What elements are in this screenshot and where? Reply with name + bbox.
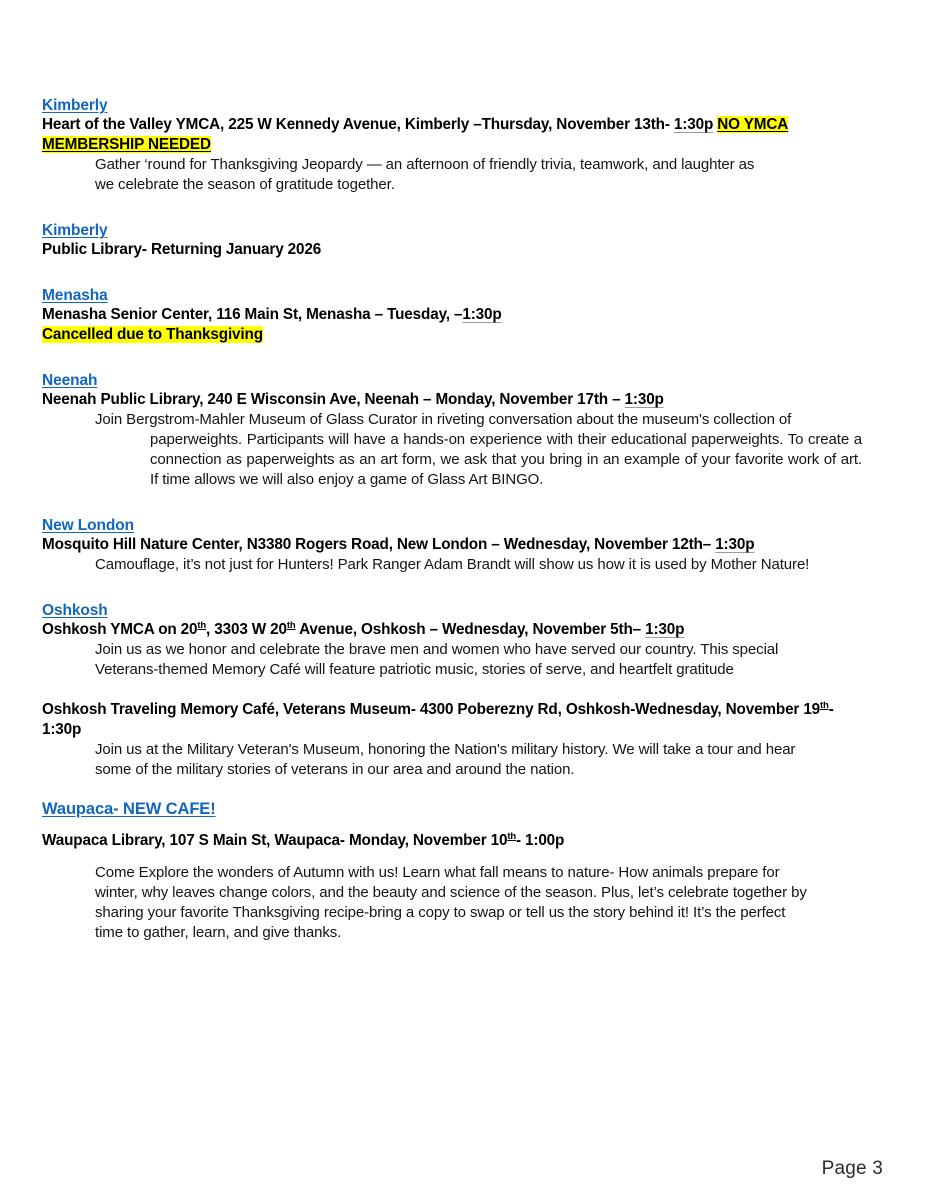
spacer [42,490,862,516]
body-new-london-line1: Camouflage, it’s not just for Hunters! Park Ranger Adam Brandt will show us how it is used by Mother Nature! [95,556,810,573]
venue-text: Mosquito Hill Nature Center, N3380 Rogers Road, New London – Wednesday, November 12th– [42,536,716,553]
venue-line-oshkosh-traveling [42,700,862,740]
city-heading-kimberly-2[interactable]: Kimberly [42,222,108,239]
page-number: Page 3 [821,1158,883,1179]
city-heading-kimberly-1[interactable]: Kimberly [42,97,108,114]
city-heading-row [42,601,862,620]
venue-line-kimberly-library: Public Library- Returning January 2026 [42,241,322,258]
section-kimberly-library [42,221,862,260]
venue-text: Heart of the Valley YMCA, 225 W Kennedy Avenue, Kimberly –Thursday, November 13th- [42,116,674,133]
spacer [42,819,862,831]
section-new-london [42,516,862,575]
body-oshkosh-traveling-line1: Join us at the Military Veteran's Museum, honoring the Nation's military history. We will take a tour and hear [95,741,796,758]
city-heading-row [42,371,862,390]
venue-line-new-london [42,535,862,555]
ordinal-suffix-th: th [286,619,296,631]
city-heading-row [42,800,862,819]
venue-highlight-no-ymca: NO YMCA [717,116,789,133]
venue-highlight-membership-needed: MEMBERSHIP NEEDED [42,136,211,153]
menasha-cancel-note: Cancelled due to Thanksgiving [42,326,263,343]
city-heading-waupaca[interactable]: Waupaca- NEW CAFE! [42,800,216,818]
section-waupaca [42,800,862,943]
venue-time: 1:30p [624,391,664,408]
ordinal-suffix-th: th [507,830,516,842]
city-heading-row [42,221,862,240]
venue-text-b: - [828,701,834,718]
body-neenah-first-line: Join Bergstrom-Mahler Museum of Glass Curator in riveting conversation about the museum's collection of [95,411,792,428]
venue-text-b: , 3303 W 20 [206,621,287,638]
body-waupaca-line2: winter, why leaves change colors, and the beauty and science of the season. Plus, let’s celebrate together by [95,884,807,901]
venue-text-a: Waupaca Library, 107 S Main St, Waupaca- Monday, November 10 [42,832,508,849]
spacer [42,195,862,221]
body-waupaca-line1: Come Explore the wonders of Autumn with us! Learn what fall means to nature- How animals prepare for [95,864,780,881]
venue-time: 1:30p [715,536,755,553]
section-neenah [42,371,862,490]
body-oshkosh-traveling-line2: some of the military stories of veterans in our area and around the nation. [95,761,575,778]
body-waupaca-line3: sharing your favorite Thanksgiving recipe-bring a copy to swap or tell us the story behind it! It’s the perfect [95,904,786,921]
venue-line-menasha [42,305,862,325]
spacer [42,260,862,286]
section-menasha [42,286,862,345]
venue-time: 1:30p [645,621,685,638]
venue-time: 1:30p [673,116,714,133]
city-heading-row [42,286,862,305]
ordinal-suffix-th: th [820,699,829,711]
venue-text-a: Oshkosh YMCA on 20 [42,621,198,638]
section-oshkosh [42,601,862,780]
venue-text-c: Avenue, Oshkosh – Wednesday, November 5th– [295,621,646,638]
spacer [42,780,862,800]
venue-line-waupaca [42,831,862,851]
venue-line-kimberly-ymca [42,115,862,135]
city-heading-oshkosh[interactable]: Oshkosh [42,602,108,619]
city-heading-row [42,96,862,115]
venue-time: 1:30p [462,306,502,323]
section-kimberly-ymca [42,96,862,195]
body-oshkosh-ymca-line2: Veterans-themed Memory Café will feature patriotic music, stories of serve, and heartfelt gratitude [95,661,734,678]
body-neenah-rest: paperweights. Participants will have a hands-on experience with their educational paperweights. To create a connection as paperweights as an art form, we ask that you bring in an example of your favorite work of art. If time allows we will also enjoy a game of Glass Art BINGO. [150,431,862,488]
body-kimberly-ymca-line1: Gather ‘round for Thanksgiving Jeopardy — an afternoon of friendly trivia, teamwork, and laughter as [95,156,755,173]
spacer [42,851,862,863]
venue-line-oshkosh-ymca [42,620,862,640]
city-heading-row [42,516,862,535]
body-waupaca-line4: time to gather, learn, and give thanks. [95,924,342,941]
city-heading-menasha[interactable]: Menasha [42,287,108,304]
venue-time: 1:30p [42,721,82,738]
body-oshkosh-ymca-line1: Join us as we honor and celebrate the brave men and women who have served our country. This special [95,641,779,658]
document-body [42,96,862,943]
venue-text-a: Oshkosh Traveling Memory Café, Veterans Museum- 4300 Poberezny Rd, Oshkosh-Wednesday, November 19 [42,701,821,718]
body-neenah [42,410,862,490]
spacer [42,345,862,371]
venue-text: Menasha Senior Center, 116 Main St, Menasha – Tuesday, – [42,306,463,323]
body-kimberly-ymca-line2: we celebrate the season of gratitude together. [95,176,395,193]
ordinal-suffix-th: th [197,619,207,631]
venue-text-b: - 1:00p [515,832,565,849]
menasha-cancel-note-row [42,325,862,345]
spacer [42,575,862,601]
venue-line-kimberly-ymca-cont [42,135,862,155]
city-heading-new-london[interactable]: New London [42,517,134,534]
city-heading-neenah[interactable]: Neenah [42,372,98,389]
venue-text: Neenah Public Library, 240 E Wisconsin Ave, Neenah – Monday, November 17th – [42,391,625,408]
venue-line-neenah [42,390,862,410]
spacer [42,680,862,700]
